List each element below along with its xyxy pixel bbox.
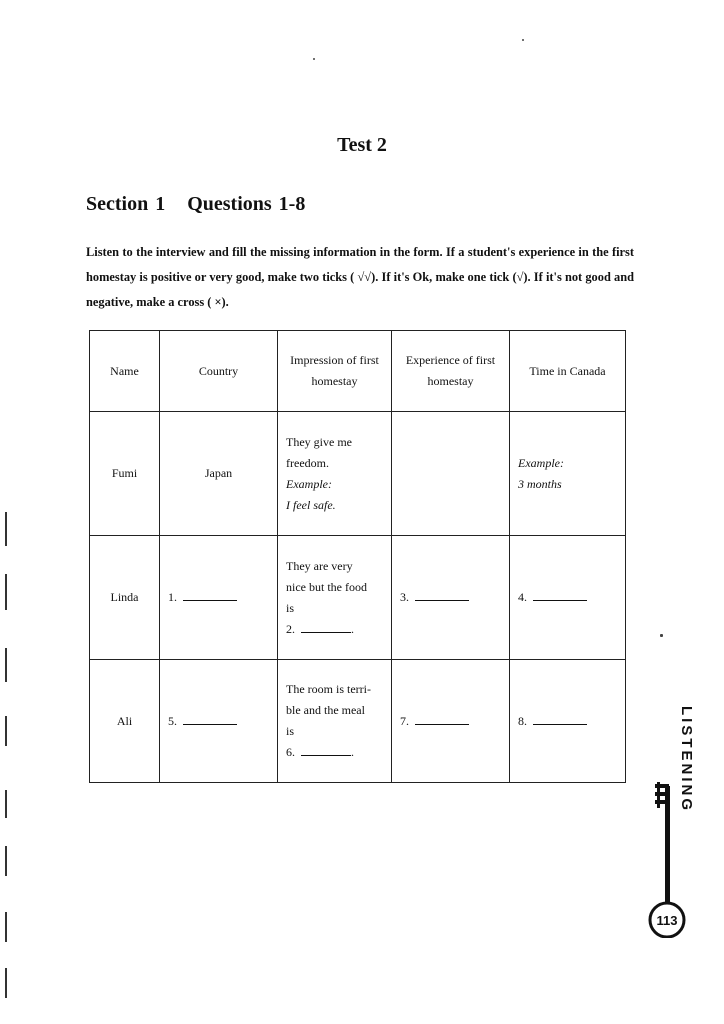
cell-country xyxy=(160,536,278,660)
cell-time xyxy=(510,412,626,536)
impression-answer: 2. . xyxy=(286,621,354,636)
question-number: 2. xyxy=(286,621,295,636)
question-number: 1. xyxy=(168,590,177,604)
margin-mark xyxy=(5,648,7,682)
side-label-listening: LISTENING xyxy=(678,706,695,814)
example-text: 3 months xyxy=(518,476,562,491)
header-name: Name xyxy=(90,331,160,412)
impression-line: They give me xyxy=(286,434,352,449)
margin-mark xyxy=(5,716,7,746)
answer-blank[interactable] xyxy=(415,588,469,601)
margin-mark xyxy=(5,912,7,942)
answer-blank[interactable] xyxy=(533,588,587,601)
cell-experience xyxy=(392,536,510,660)
answer-blank[interactable] xyxy=(183,712,237,725)
section-label: Section 1 xyxy=(86,193,166,215)
section-title xyxy=(86,193,305,216)
answer-blank[interactable] xyxy=(301,620,351,633)
cell-experience xyxy=(392,660,510,783)
cell-name: Fumi xyxy=(90,412,160,536)
answer-blank[interactable] xyxy=(533,712,587,725)
impression-line: nice but the food xyxy=(286,579,367,594)
header-experience: Experience of first homestay xyxy=(392,331,510,412)
scan-speck xyxy=(313,58,315,60)
margin-mark xyxy=(5,846,7,876)
question-number: 7. xyxy=(400,713,409,728)
cell-name: Linda xyxy=(90,536,160,660)
impression-line: They are very xyxy=(286,558,353,573)
table-row xyxy=(90,536,626,660)
table-row xyxy=(90,412,626,536)
question-number: 8. xyxy=(518,713,527,728)
margin-mark xyxy=(5,968,7,998)
impression-line: ble and the meal xyxy=(286,703,365,717)
test-title: Test 2 xyxy=(337,134,387,156)
answer-blank[interactable] xyxy=(183,588,237,601)
table-header-row xyxy=(90,331,626,412)
example-label: Example: xyxy=(518,455,564,470)
question-number: 3. xyxy=(400,590,409,604)
impression-line: The room is terri- xyxy=(286,682,371,696)
header-impression: Impression of first homestay xyxy=(278,331,392,412)
header-time: Time in Canada xyxy=(510,331,626,412)
questions-range: Questions 1-8 xyxy=(187,193,306,215)
question-number: 5. xyxy=(168,713,177,728)
homestay-form-table xyxy=(89,330,626,783)
instructions: Listen to the interview and fill the missing information in the form. If a student's experience in the first homestay is positive or very good, make two ticks ( √√). If it's Ok, make one tick (√). If it's not good and negative, make a cross ( ×). xyxy=(86,245,634,309)
cell-impression xyxy=(278,660,392,783)
impression-line: is xyxy=(286,600,295,615)
cell-experience xyxy=(392,412,510,536)
scan-speck xyxy=(660,634,663,637)
impression-line: freedom. xyxy=(286,455,329,470)
cell-impression xyxy=(278,536,392,660)
scan-speck xyxy=(522,39,524,41)
header-country: Country xyxy=(160,331,278,412)
cell-country: Japan xyxy=(160,412,278,536)
question-number: 6. xyxy=(286,745,295,759)
cell-time xyxy=(510,660,626,783)
example-text: I feel safe. xyxy=(286,497,336,512)
example-label: Example: xyxy=(286,476,332,491)
margin-mark xyxy=(5,512,7,546)
key-icon xyxy=(644,778,694,938)
cell-name: Ali xyxy=(90,660,160,783)
margin-mark xyxy=(5,574,7,610)
margin-mark xyxy=(5,790,7,818)
cell-country xyxy=(160,660,278,783)
answer-blank[interactable] xyxy=(415,712,469,725)
impression-line: is xyxy=(286,724,295,738)
page-number: 113 xyxy=(656,913,678,928)
answer-blank[interactable] xyxy=(301,743,351,756)
impression-answer: 6. . xyxy=(286,745,354,759)
cell-impression xyxy=(278,412,392,536)
question-number: 4. xyxy=(518,590,527,604)
table-row xyxy=(90,660,626,783)
cell-time xyxy=(510,536,626,660)
